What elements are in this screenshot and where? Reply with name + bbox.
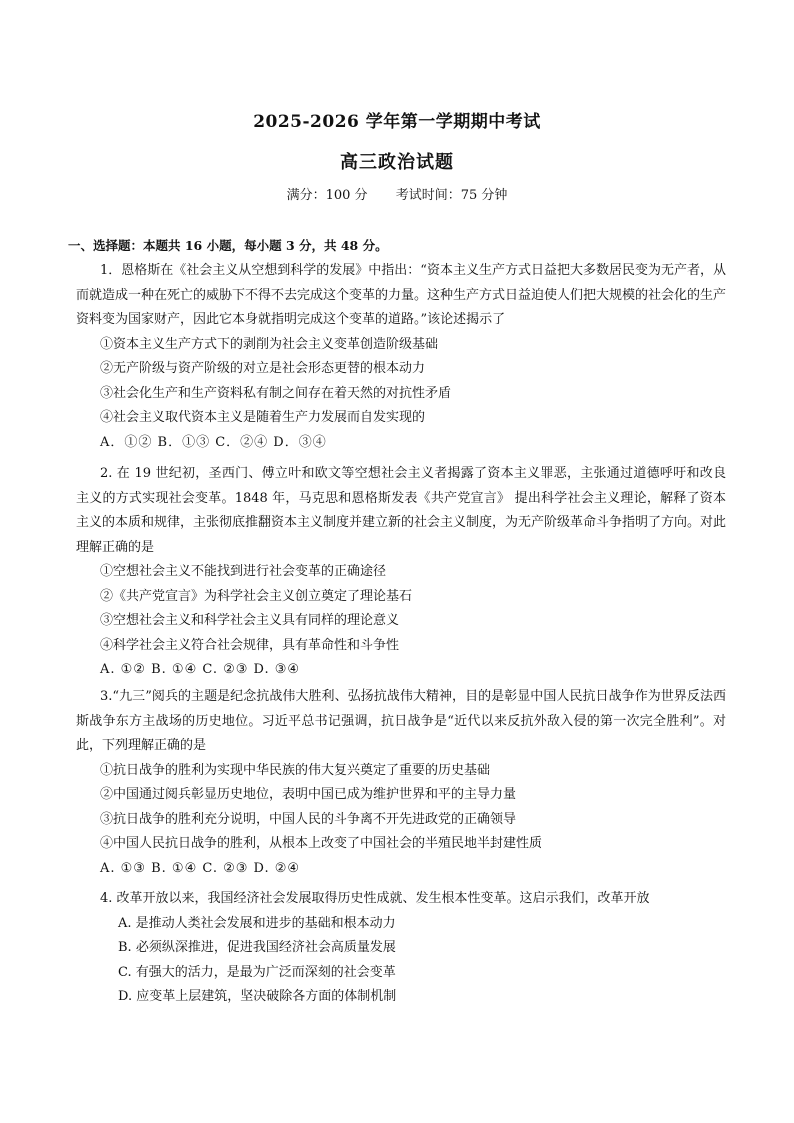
exam-duration: 考试时间：75 分钟 [395, 188, 508, 203]
question-stem: 2. 在 19 世纪初，圣西门、傅立叶和欧文等空想社会主义者揭露了资本主义罪恶，主张通过道德呼吁和改良主义的方式实现社会变革。1848 年，马克思和恩格斯发表《共产党宣言》 提出科学社会主义理论，解释了资本主义的本质和规律，主张彻底推翻资本主义制度并建立新的社会主义制度，为无产阶级革命斗争指明了方向。对此理解正确的是 [76, 466, 727, 555]
answer-choices: A. ①③ B. ①④ C. ②③ D. ②④ [100, 860, 301, 876]
statement-option: ②无产阶级与资产阶级的对立是社会形态更替的根本动力 [100, 361, 426, 376]
statement-option: ②中国通过阅兵彰显历史地位，表明中国已成为维护世界和平的主导力量 [100, 787, 517, 802]
question-1 [76, 259, 726, 455]
exam-meta [0, 184, 794, 203]
answer-choice-d: D. 应变革上层建筑，坚决破除各方面的体制机制 [118, 989, 397, 1004]
exam-subtitle: 高三政治试题 [340, 152, 454, 173]
answer-choice-c: C. 有强大的活力，是最为广泛而深刻的社会变革 [118, 964, 396, 980]
statement-option: ①抗日战争的胜利为实现中华民族的伟大复兴奠定了重要的历史基础 [100, 762, 491, 778]
statement-option: ①资本主义生产方式下的剥削为社会主义变革创造阶级基础 [100, 336, 439, 352]
question-2 [76, 462, 726, 683]
question-stem: 4. 改革开放以来，我国经济社会发展取得历史性成就、发生根本性变革。这启示我们，改革开放 [100, 891, 650, 906]
statement-option: ④社会主义取代资本主义是随着生产力发展而自发实现的 [100, 410, 426, 425]
total-score: 满分：100 分 [286, 188, 368, 203]
answer-choices: A．①② B．①③ C．②④ D．③④ [100, 434, 327, 450]
answer-choice-b: B. 必须纵深推进，促进我国经济社会高质量发展 [118, 940, 396, 955]
question-stem: 3.“九三”阅兵的主题是纪念抗战伟大胜利、弘扬抗战伟大精神，目的是彰显中国人民抗日战争作为世界反法西斯战争东方主战场的历史地位。习近平总书记强调，抗日战争是“近代以来反抗外敌入侵的第一次完全胜利”。对此，下列理解正确的是 [76, 689, 726, 753]
answer-choices: A. ①② B. ①④ C. ②③ D. ③④ [100, 662, 301, 677]
question-3 [76, 685, 726, 881]
statement-option: ④科学社会主义符合社会规律，具有革命性和斗争性 [100, 637, 400, 653]
statement-option: ④中国人民抗日战争的胜利，从根本上改变了中国社会的半殖民地半封建性质 [100, 836, 543, 851]
exam-title: 2025-2026 学年第一学期期中考试 [253, 112, 541, 132]
question-4 [76, 887, 726, 1010]
statement-option: ③社会化生产和生产资料私有制之间存在着天然的对抗性矛盾 [100, 385, 452, 401]
statement-option: ①空想社会主义不能找到进行社会变革的正确途径 [100, 564, 387, 579]
statement-option: ③空想社会主义和科学社会主义具有同样的理论意义 [100, 613, 400, 628]
statement-option: ②《共产党宣言》为科学社会主义创立奠定了理论基石 [100, 588, 413, 604]
question-stem: 1．恩格斯在《社会主义从空想到科学的发展》中指出：“资本主义生产方式日益把大多数居民变为无产者，从而就造成一种在死亡的威胁下不得不去完成这个变革的力量。这种生产方式日益迫使人们把大规模的社会化的生产资料变为国家财产，因此它本身就指明完成这个变革的道路。”该论述揭示了 [76, 263, 727, 327]
answer-choice-a: A. 是推动人类社会发展和进步的基础和根本动力 [118, 915, 396, 931]
section-heading: 一、选择题：本题共 16 小题，每小题 3 分，共 48 分。 [68, 238, 388, 253]
statement-option: ③抗日战争的胜利充分说明，中国人民的斗争离不开先进政党的正确领导 [100, 811, 517, 827]
